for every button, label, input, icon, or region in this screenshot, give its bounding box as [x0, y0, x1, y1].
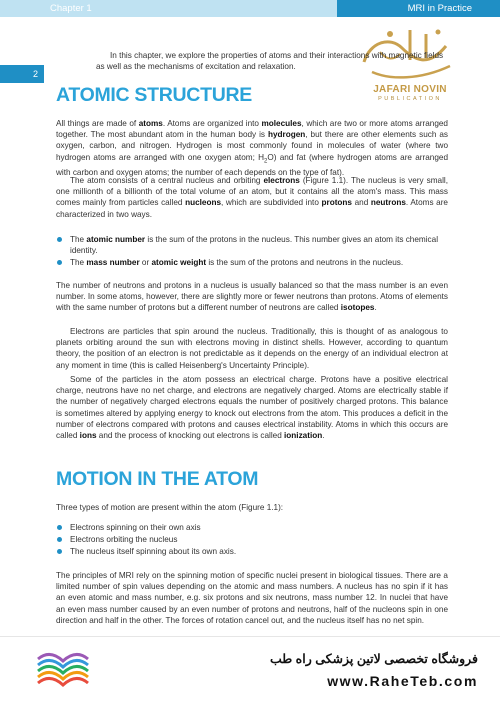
store-footer: [0, 636, 500, 701]
list-item: Electrons orbiting the nucleus: [56, 534, 448, 545]
paragraph-nucleus: The atom consists of a central nucleus and orbiting electrons (Figure 1.1). The nucleus is very small, one millionth of a billionth of the total volume of an atom, but it contains all the atom's mass. This mass comes mainly from particles called nucleons, which are subdivided into protons and neutrons. Atoms are characterized in two ways.: [56, 176, 448, 219]
bullet-icon: [57, 237, 62, 242]
store-name: فروشگاه تخصصی لاتین پزشکی راه طب: [269, 652, 478, 666]
logo-brand: JAFARI NOVIN: [373, 84, 447, 95]
book-title: MRI in Practice: [337, 0, 500, 17]
paragraph-spin: The principles of MRI rely on the spinning motion of specific nuclei present in biological tissues. There are a limited number of spin values depending on the atomic and mass numbers. A nucleus has no spin if it has an even atomic and mass number, e.g. six protons and six neutrons, mass number 12. In nuclei that have an even mass number caused by an even number of protons and neutrons, half of the nucleons spin in one direction and half in the other. The forces of rotation cancel out, and the nucleus itself has no net spin.: [56, 571, 448, 625]
logo-subtitle: PUBLICATION: [378, 96, 442, 102]
list-item: The atomic number is the sum of the protons in the nucleus. This number gives an atom its chemical identity.: [56, 234, 448, 256]
section-heading-atomic-structure: ATOMIC STRUCTURE: [56, 84, 252, 106]
bullet-icon: [57, 525, 62, 530]
bullet-icon: [57, 537, 62, 542]
paragraph-ionization: Some of the particles in the atom possess an electrical charge. Protons have a positive electrical charge, neutrons have no net charge, and electrons are negatively charged. Atoms are electrically stable if the number of negatively charged electrons equals the number of positively charged protons. This balance is sometimes altered by applying energy to knock out electrons from the atom. This produces a deficit in the number of electrons compared with protons and causes electrical instability. Atoms in which this occurs are called ions and the process of knocking out electrons is called ionization.: [56, 375, 448, 441]
chapter-label: Chapter 1: [0, 0, 337, 17]
bullet-icon: [57, 260, 62, 265]
bullet-icon: [57, 549, 62, 554]
page-number: 2: [0, 65, 44, 83]
open-book-logo-icon: [30, 643, 96, 697]
paragraph-atoms: All things are made of atoms. Atoms are organized into molecules, which are two or more atoms arranged together. The most abundant atom in the human body is hydrogen, but there are other elements such as oxygen, carbon, and nitrogen. Hydrogen is most commonly found in molecules of water (where two hydrogen atoms are arranged with one oxygen atom; $H_2O$) and fat (where hydrogen atoms are arranged with carbon and oxygen atoms; the number of each depends on the type of fat).: [56, 119, 448, 178]
list-item: The mass number or atomic weight is the sum of the protons and neutrons in the nucleus.: [56, 257, 448, 268]
atom-characteristics-list: [56, 234, 448, 270]
intro-paragraph: In this chapter, we explore the properties of atoms and their interactions with magnetic fields as well as the mechanisms of excitation and relaxation.: [96, 51, 444, 72]
store-url[interactable]: www.RaheTeb.com: [327, 673, 478, 689]
paragraph-electrons: Electrons are particles that spin around the nucleus. Traditionally, this is thought of as analogous to planets orbiting around the sun with electrons moving in distinct shells. However, according to quantum theory, the position of an electron is not predictable as it depends on the energy of an individual electron at any moment in time (this is called Heisenberg's Uncertainty Principle).: [56, 327, 448, 370]
list-item: Electrons spinning on their own axis: [56, 522, 448, 533]
paragraph-isotopes: The number of neutrons and protons in a nucleus is usually balanced so that the mass number is an even number. In some atoms, however, there are slightly more or fewer neutrons than protons. Atoms of elements with the same number of protons but a different number of neutrons are called isotopes.: [56, 281, 448, 313]
running-header: [0, 0, 500, 17]
list-item: The nucleus itself spinning about its own axis.: [56, 546, 448, 557]
section-heading-motion: MOTION IN THE ATOM: [56, 468, 259, 490]
motion-types-list: [56, 522, 448, 559]
paragraph-motion-intro: Three types of motion are present within the atom (Figure 1.1):: [56, 503, 284, 512]
